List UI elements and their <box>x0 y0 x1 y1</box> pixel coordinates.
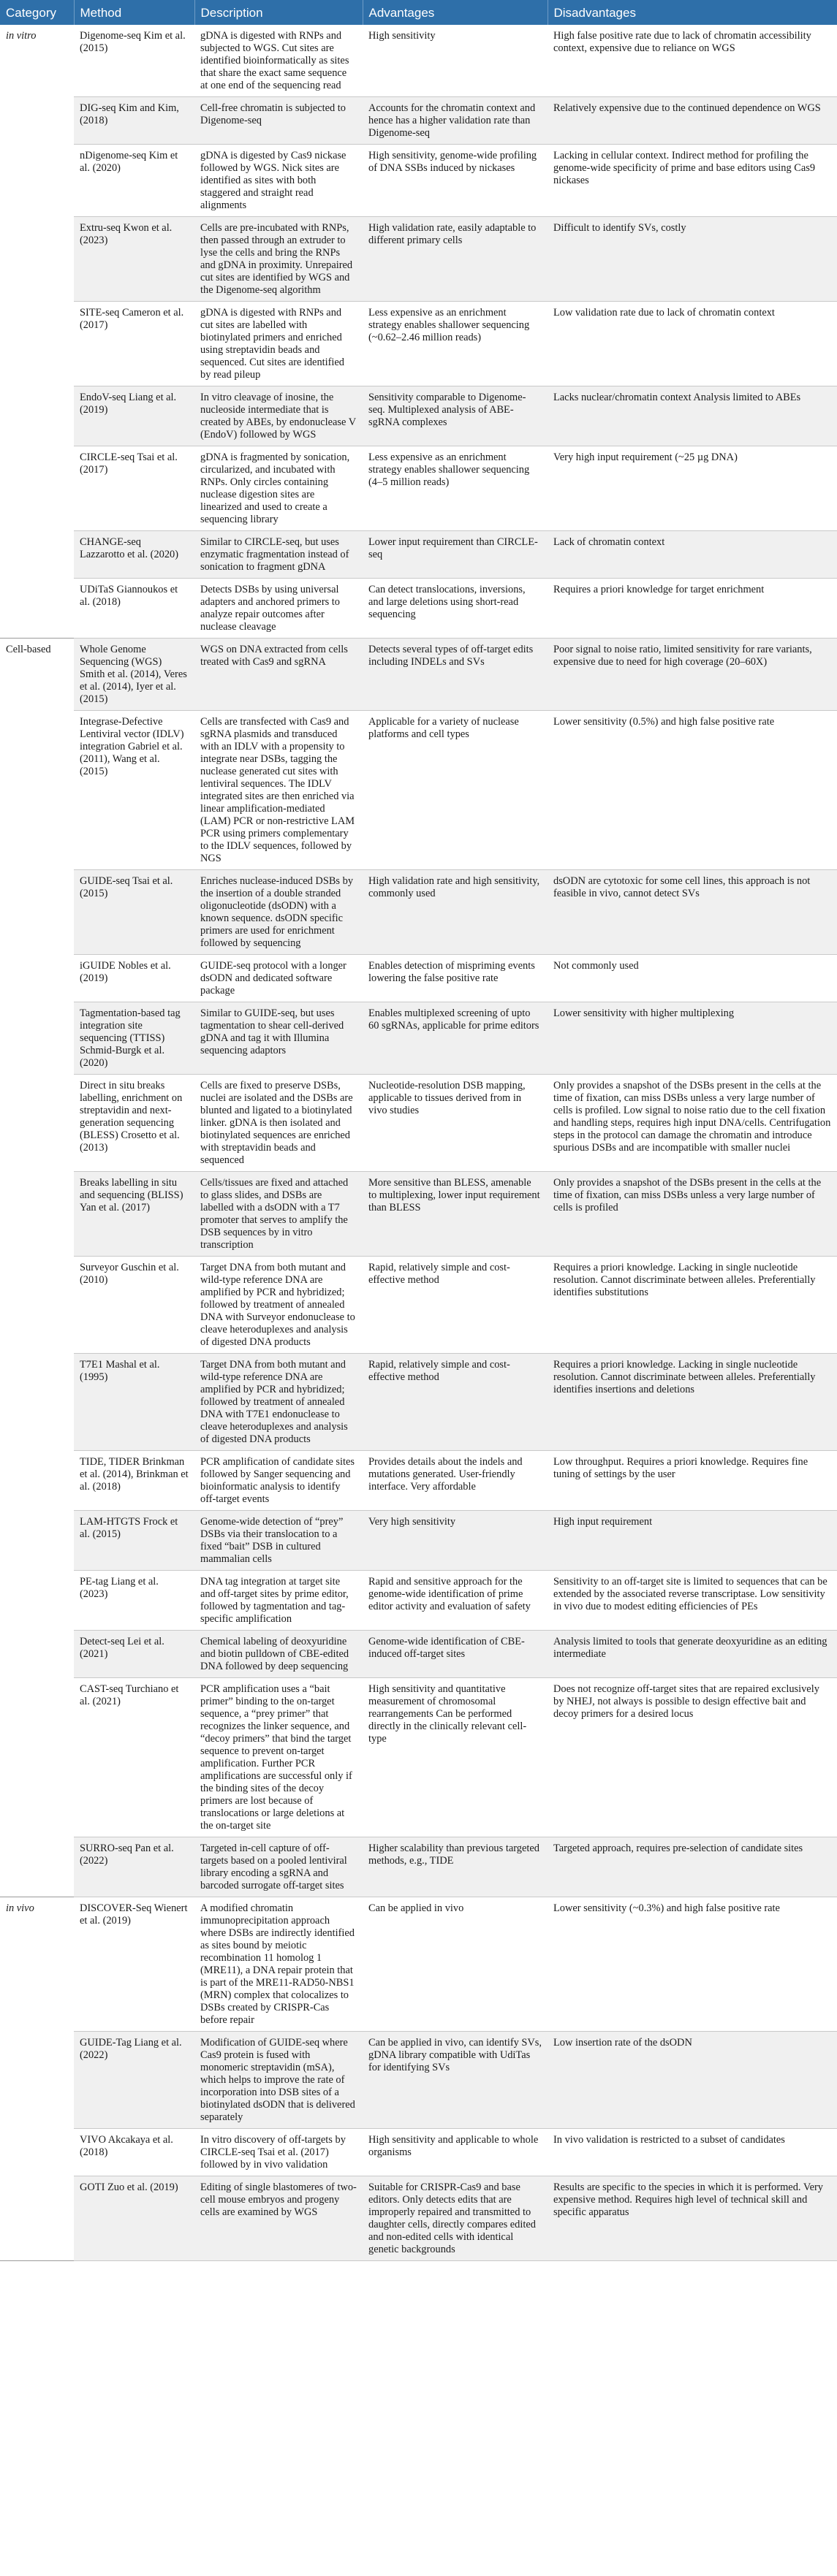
disadvantages-cell: Not commonly used <box>548 955 837 1002</box>
disadvantages-cell: Lack of chromatin context <box>548 531 837 579</box>
table-row <box>0 1678 837 1837</box>
method-cell: CAST-seq Turchiano et al. (2021) <box>74 1678 194 1837</box>
method-cell: SURRO-seq Pan et al. (2022) <box>74 1837 194 1897</box>
disadvantages-cell: dsODN are cytotoxic for some cell lines, this approach is not feasible in vivo, cannot detect SVs <box>548 870 837 955</box>
disadvantages-cell: Lacks nuclear/chromatin context Analysis limited to ABEs <box>548 386 837 446</box>
advantages-cell: Nucleotide-resolution DSB mapping, applicable to tissues derived from in vivo studies <box>363 1075 548 1172</box>
description-cell: Target DNA from both mutant and wild-type reference DNA are amplified by PCR and hybridized; followed by treatment of annealed DNA with T7E1 endonuclease to cleave heteroduplexes and analysis of digested DNA products <box>194 1354 363 1451</box>
method-cell: Direct in situ breaks labelling, enrichment on streptavidin and next-generation sequencing (BLESS) Crosetto et al. (2013) <box>74 1075 194 1172</box>
advantages-cell: Genome-wide identification of CBE-induced off-target sites <box>363 1631 548 1678</box>
method-cell: DISCOVER-Seq Wienert et al. (2019) <box>74 1897 194 2032</box>
advantages-cell: Rapid, relatively simple and cost-effective method <box>363 1354 548 1451</box>
table-row <box>0 711 837 870</box>
table-row <box>0 1075 837 1172</box>
table-row <box>0 97 837 145</box>
disadvantages-cell: Low validation rate due to lack of chromatin context <box>548 302 837 386</box>
disadvantages-cell: Lacking in cellular context. Indirect method for profiling the genome-wide specificity of prime and base editors using Cas9 nickases <box>548 145 837 217</box>
description-cell: gDNA is digested by Cas9 nickase followed by WGS. Nick sites are identified as sites with both staggered and straight read alignments <box>194 145 363 217</box>
description-cell: PCR amplification uses a “bait primer” binding to the on-target sequence, a “prey primer” that recognizes the linker sequence, and “decoy primers” that bind the target sequence to prevent on-target amplification. Further PCR amplifications are successful only if the binding sites of the decoy primers are lost because of translocations or large deletions at the on-target site <box>194 1678 363 1837</box>
table-row <box>0 1257 837 1354</box>
advantages-cell: Very high sensitivity <box>363 1511 548 1571</box>
table-row <box>0 579 837 639</box>
table-row <box>0 1451 837 1511</box>
header-method: Method <box>74 0 194 25</box>
method-cell: VIVO Akcakaya et al. (2018) <box>74 2129 194 2176</box>
method-cell: Detect-seq Lei et al. (2021) <box>74 1631 194 1678</box>
table-row <box>0 1511 837 1571</box>
method-cell: Digenome-seq Kim et al. (2015) <box>74 25 194 97</box>
table-row <box>0 2176 837 2261</box>
description-cell: Target DNA from both mutant and wild-type reference DNA are amplified by PCR and hybridized; followed by treatment of annealed DNA with Surveyor endonuclease to cleave heteroduplexes and analysis of digested DNA products <box>194 1257 363 1354</box>
method-cell: Whole Genome Sequencing (WGS) Smith et al. (2014), Veres et al. (2014), Iyer et al. (2015) <box>74 639 194 711</box>
advantages-cell: Sensitivity comparable to Digenome-seq. Multiplexed analysis of ABE-sgRNA complexes <box>363 386 548 446</box>
advantages-cell: Rapid, relatively simple and cost-effective method <box>363 1257 548 1354</box>
description-cell: In vitro cleavage of inosine, the nucleoside intermediate that is created by ABEs, by endonuclease V (EndoV) followed by WGS <box>194 386 363 446</box>
table-row <box>0 386 837 446</box>
table-row <box>0 1897 837 2032</box>
table-row <box>0 1631 837 1678</box>
advantages-cell: Can be applied in vivo <box>363 1897 548 2032</box>
method-cell: CHANGE-seq Lazzarotto et al. (2020) <box>74 531 194 579</box>
method-cell: GOTI Zuo et al. (2019) <box>74 2176 194 2261</box>
advantages-cell: Lower input requirement than CIRCLE-seq <box>363 531 548 579</box>
disadvantages-cell: In vivo validation is restricted to a subset of candidates <box>548 2129 837 2176</box>
description-cell: Cells/tissues are fixed and attached to glass slides, and DSBs are labelled with a dsODN with a T7 promoter that serves to amplify the DSB sequences by in vitro transcription <box>194 1172 363 1257</box>
table-row <box>0 1002 837 1075</box>
description-cell: Detects DSBs by using universal adapters and anchored primers to analyze repair outcomes after nuclease cleavage <box>194 579 363 639</box>
method-cell: TIDE, TIDER Brinkman et al. (2014), Brinkman et al. (2018) <box>74 1451 194 1511</box>
table-row <box>0 531 837 579</box>
description-cell: Modification of GUIDE-seq where Cas9 protein is fused with monomeric streptavidin (mSA), which helps to improve the rate of incorporation into DSB sites of a biotinylated dsODN that is delivered separately <box>194 2032 363 2129</box>
category-cell: in vitro <box>0 25 74 639</box>
method-cell: DIG-seq Kim and Kim, (2018) <box>74 97 194 145</box>
method-cell: CIRCLE-seq Tsai et al. (2017) <box>74 446 194 531</box>
disadvantages-cell: Requires a priori knowledge. Lacking in single nucleotide resolution. Cannot discriminate between alleles. Preferentially identifies substitutions <box>548 1257 837 1354</box>
advantages-cell: Enables multiplexed screening of upto 60 sgRNAs, applicable for prime editors <box>363 1002 548 1075</box>
advantages-cell: High sensitivity and applicable to whole organisms <box>363 2129 548 2176</box>
disadvantages-cell: Results are specific to the species in which it is performed. Very expensive method. Requires high level of technical skill and specific apparatus <box>548 2176 837 2261</box>
disadvantages-cell: Low insertion rate of the dsODN <box>548 2032 837 2129</box>
disadvantages-cell: Requires a priori knowledge for target enrichment <box>548 579 837 639</box>
disadvantages-cell: Lower sensitivity with higher multiplexing <box>548 1002 837 1075</box>
table-row <box>0 1172 837 1257</box>
description-cell: Cell-free chromatin is subjected to Digenome-seq <box>194 97 363 145</box>
disadvantages-cell: Sensitivity to an off-target site is limited to sequences that can be extended by the associated reverse transcriptase. Low sensitivity in vivo due to modest editing efficiencies of PEs <box>548 1571 837 1631</box>
disadvantages-cell: Lower sensitivity (0.5%) and high false positive rate <box>548 711 837 870</box>
header-row <box>0 0 837 25</box>
method-cell: iGUIDE Nobles et al. (2019) <box>74 955 194 1002</box>
advantages-cell: Enables detection of mispriming events lowering the false positive rate <box>363 955 548 1002</box>
header-description: Description <box>194 0 363 25</box>
header-category: Category <box>0 0 74 25</box>
description-cell: Targeted in-cell capture of off-targets based on a pooled lentiviral library encoding a sgRNA and barcoded surrogate off-target sites <box>194 1837 363 1897</box>
disadvantages-cell: Targeted approach, requires pre-selection of candidate sites <box>548 1837 837 1897</box>
table-row <box>0 302 837 386</box>
disadvantages-cell: Relatively expensive due to the continued dependence on WGS <box>548 97 837 145</box>
advantages-cell: Provides details about the indels and mutations generated. User-friendly interface. Very affordable <box>363 1451 548 1511</box>
advantages-cell: High validation rate and high sensitivity, commonly used <box>363 870 548 955</box>
advantages-cell: High sensitivity, genome-wide profiling of DNA SSBs induced by nickases <box>363 145 548 217</box>
description-cell: Similar to GUIDE-seq, but uses tagmentation to shear cell-derived gDNA and tag it with Illumina sequencing adaptors <box>194 1002 363 1075</box>
disadvantages-cell: Difficult to identify SVs, costly <box>548 217 837 302</box>
method-cell: Integrase-Defective Lentiviral vector (IDLV) integration Gabriel et al. (2011), Wang et al. (2015) <box>74 711 194 870</box>
advantages-cell: Higher scalability than previous targeted methods, e.g., TIDE <box>363 1837 548 1897</box>
advantages-cell: Detects several types of off-target edits including INDELs and SVs <box>363 639 548 711</box>
table-row <box>0 446 837 531</box>
method-cell: EndoV-seq Liang et al. (2019) <box>74 386 194 446</box>
table-row <box>0 145 837 217</box>
advantages-cell: High sensitivity and quantitative measurement of chromosomal rearrangements Can be performed directly in the clinically relevant cell-type <box>363 1678 548 1837</box>
description-cell: gDNA is digested with RNPs and cut sites are labelled with biotinylated primers and enriched using streptavidin beads and sequenced. Cut sites are identified by read pileup <box>194 302 363 386</box>
description-cell: Editing of single blastomeres of two-cell mouse embryos and progeny cells are examined by WGS <box>194 2176 363 2261</box>
header-disadvantages: Disadvantages <box>548 0 837 25</box>
table-row <box>0 2129 837 2176</box>
table-row <box>0 1571 837 1631</box>
advantages-cell: Accounts for the chromatin context and hence has a higher validation rate than Digenome-seq <box>363 97 548 145</box>
disadvantages-cell: High input requirement <box>548 1511 837 1571</box>
method-cell: Breaks labelling in situ and sequencing (BLISS) Yan et al. (2017) <box>74 1172 194 1257</box>
description-cell: Cells are transfected with Cas9 and sgRNA plasmids and transduced with an IDLV with a propensity to integrate near DSBs, tagging the nuclease generated cut sites with lentiviral sequences. The IDLV integrated sites are then enriched via linear amplification-mediated (LAM) PCR or non-restrictive LAM PCR using primers complementary to the IDLV sequences, followed by NGS <box>194 711 363 870</box>
table-row <box>0 25 837 97</box>
description-cell: gDNA is fragmented by sonication, circularized, and incubated with RNPs. Only circles containing nuclease digestion sites are linearized and used to create a sequencing library <box>194 446 363 531</box>
table-body <box>0 25 837 2261</box>
disadvantages-cell: Poor signal to noise ratio, limited sensitivity for rare variants, expensive due to need for high coverage (20–60X) <box>548 639 837 711</box>
disadvantages-cell: Very high input requirement (~25 µg DNA) <box>548 446 837 531</box>
disadvantages-cell: Only provides a snapshot of the DSBs present in the cells at the time of fixation, can miss DSBs unless a very large number of cells is profiled <box>548 1172 837 1257</box>
advantages-cell: Less expensive as an enrichment strategy enables shallower sequencing (~0.62–2.46 million reads) <box>363 302 548 386</box>
advantages-cell: High validation rate, easily adaptable to different primary cells <box>363 217 548 302</box>
advantages-cell: Suitable for CRISPR-Cas9 and base editors. Only detects edits that are improperly repaired and transmitted to daughter cells, directly compares edited and non-edited cells with identical genetic backgrounds <box>363 2176 548 2261</box>
disadvantages-cell: Analysis limited to tools that generate deoxyuridine as an editing intermediate <box>548 1631 837 1678</box>
method-cell: UDiTaS Giannoukos et al. (2018) <box>74 579 194 639</box>
description-cell: Cells are pre-incubated with RNPs, then passed through an extruder to lyse the cells and bring the RNPs and gDNA in proximity. Unrepaired cut sites are identified by WGS and the Digenome-seq algorithm <box>194 217 363 302</box>
disadvantages-cell: Lower sensitivity (~0.3%) and high false positive rate <box>548 1897 837 2032</box>
advantages-cell: Rapid and sensitive approach for the genome-wide identification of prime editor activity and evaluation of safety <box>363 1571 548 1631</box>
table-row <box>0 639 837 711</box>
category-cell: in vivo <box>0 1897 74 2261</box>
method-cell: Surveyor Guschin et al. (2010) <box>74 1257 194 1354</box>
description-cell: Genome-wide detection of “prey” DSBs via their translocation to a fixed “bait” DSB in cultured mammalian cells <box>194 1511 363 1571</box>
method-cell: nDigenome-seq Kim et al. (2020) <box>74 145 194 217</box>
description-cell: DNA tag integration at target site and off-target sites by prime editor, followed by tagmentation and tag-specific amplification <box>194 1571 363 1631</box>
advantages-cell: Can detect translocations, inversions, and large deletions using short-read sequencing <box>363 579 548 639</box>
disadvantages-cell: Low throughput. Requires a priori knowledge. Requires fine tuning of settings by the user <box>548 1451 837 1511</box>
advantages-cell: High sensitivity <box>363 25 548 97</box>
table-row <box>0 1354 837 1451</box>
description-cell: PCR amplification of candidate sites followed by Sanger sequencing and bioinformatic analysis to identify off-target events <box>194 1451 363 1511</box>
table-row <box>0 217 837 302</box>
category-cell: Cell-based <box>0 639 74 1897</box>
advantages-cell: More sensitive than BLESS, amenable to multiplexing, lower input requirement than BLESS <box>363 1172 548 1257</box>
table-row <box>0 1837 837 1897</box>
disadvantages-cell: High false positive rate due to lack of chromatin accessibility context, expensive due to reliance on WGS <box>548 25 837 97</box>
method-cell: GUIDE-seq Tsai et al. (2015) <box>74 870 194 955</box>
advantages-cell: Less expensive as an enrichment strategy enables shallower sequencing (4–5 million reads) <box>363 446 548 531</box>
method-cell: T7E1 Mashal et al. (1995) <box>74 1354 194 1451</box>
disadvantages-cell: Requires a priori knowledge. Lacking in single nucleotide resolution. Cannot discriminate between alleles. Preferentially identifies insertions and deletions <box>548 1354 837 1451</box>
method-cell: GUIDE-Tag Liang et al. (2022) <box>74 2032 194 2129</box>
description-cell: WGS on DNA extracted from cells treated with Cas9 and sgRNA <box>194 639 363 711</box>
table-row <box>0 955 837 1002</box>
header-advantages: Advantages <box>363 0 548 25</box>
method-cell: LAM-HTGTS Frock et al. (2015) <box>74 1511 194 1571</box>
advantages-cell: Applicable for a variety of nuclease platforms and cell types <box>363 711 548 870</box>
advantages-cell: Can be applied in vivo, can identify SVs, gDNA library compatible with UdiTas for identifying SVs <box>363 2032 548 2129</box>
description-cell: In vitro discovery of off-targets by CIRCLE-seq Tsai et al. (2017) followed by in vivo validation <box>194 2129 363 2176</box>
description-cell: Enriches nuclease-induced DSBs by the insertion of a double stranded oligonucleotide (dsODN) with a known sequence. dsODN specific primers are used for enrichment followed by sequencing <box>194 870 363 955</box>
disadvantages-cell: Only provides a snapshot of the DSBs present in the cells at the time of fixation, can miss DSBs unless a very large number of cells is profiled. Low signal to noise ratio due to the cell fixation and handling steps, requires high input DNA/cells. Centrifugation steps in the protocol can damage the chromatin and introduce spurious DSBs and are incompatible with smaller nuclei <box>548 1075 837 1172</box>
disadvantages-cell: Does not recognize off-target sites that are repaired exclusively by NHEJ, not always is possible to design effective bait and decoy primers for a desired locus <box>548 1678 837 1837</box>
method-cell: Extru-seq Kwon et al. (2023) <box>74 217 194 302</box>
description-cell: GUIDE-seq protocol with a longer dsODN and dedicated software package <box>194 955 363 1002</box>
method-cell: SITE-seq Cameron et al. (2017) <box>74 302 194 386</box>
description-cell: gDNA is digested with RNPs and subjected to WGS. Cut sites are identified bioinformatically as sites that share the exact same sequence at one end of the sequencing read <box>194 25 363 97</box>
description-cell: A modified chromatin immunoprecipitation approach where DSBs are indirectly identified as sites bound by meiotic recombination 11 homolog 1 (MRE11), a DNA repair protein that is part of the MRE11-RAD50-NBS1 (MRN) complex that colocalizes to DSBs created by CRISPR-Cas before repair <box>194 1897 363 2032</box>
table-row <box>0 2032 837 2129</box>
description-cell: Cells are fixed to preserve DSBs, nuclei are isolated and the DSBs are blunted and ligated to a biotinylated linker. gDNA is then isolated and biotinylated sequences are enriched with streptavidin beads and sequenced <box>194 1075 363 1172</box>
description-cell: Similar to CIRCLE-seq, but uses enzymatic fragmentation instead of sonication to fragment gDNA <box>194 531 363 579</box>
method-cell: PE-tag Liang et al. (2023) <box>74 1571 194 1631</box>
description-cell: Chemical labeling of deoxyuridine and biotin pulldown of CBE-edited DNA followed by deep sequencing <box>194 1631 363 1678</box>
table-row <box>0 870 837 955</box>
method-cell: Tagmentation-based tag integration site sequencing (TTISS) Schmid-Burgk et al. (2020) <box>74 1002 194 1075</box>
